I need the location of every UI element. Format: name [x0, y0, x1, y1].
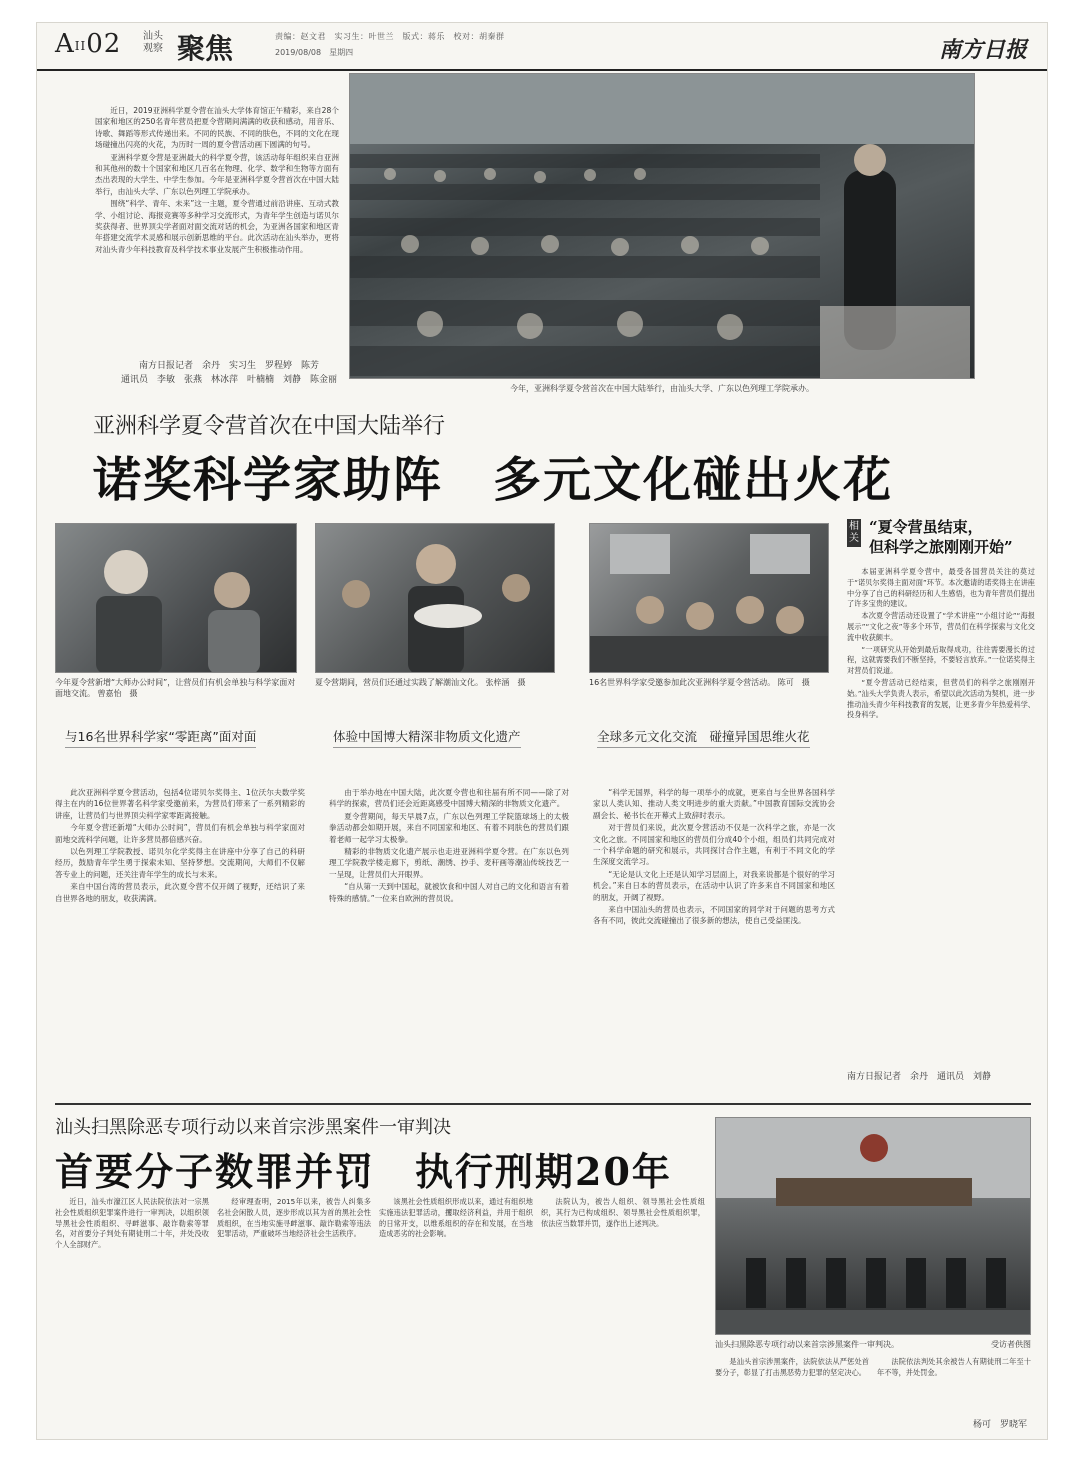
newspaper-page: [36, 22, 1048, 1440]
main-headline: 诺奖科学家助阵 多元文化碰出火花: [93, 452, 894, 508]
second-column-5: 是汕头首宗涉黑案件，法院依法从严惩处首要分子，彰显了打击黑恶势力犯罪的坚定决心。: [715, 1357, 869, 1377]
group-discussion-photo: [589, 523, 829, 673]
photo2-credit: 张梓涵 摄: [485, 678, 526, 687]
second-kicker: 汕头扫黑除恶专项行动以来首宗涉黑案件一审判决: [55, 1117, 451, 1138]
sidebar-body: 本届亚洲科学夏令营中，最受各国营员关注的莫过于“诺贝尔奖得主面对面”环节。本次邀请的诺奖得主在讲座中分享了自己的科研经历和人生感悟，也为青年营员们提出了许多宝贵的建议。 本次夏令营活动还设置了“学术讲座”“小组讨论”“海报展示”“文化之夜”等多个环节，营员们在科学探索与文化交流中收获颇丰。 “一项研究从开始到最后取得成功，往往需要漫长的过程，这就需要我们不断坚持，不要轻言放弃。”一位诺奖得主对营员们说道。 “夏令营活动已经结束，但营员们的科学之旅刚刚开始。”汕头大学负责人表示，希望以此次活动为契机，进一步推动汕头青少年科技教育的发展，让更多青少年热爱科学、投身科学。: [847, 567, 1035, 720]
sidebar-byline: 南方日报记者 余丹 通讯员 刘静: [847, 1072, 992, 1082]
courtroom-caption: 汕头扫黑除恶专项行动以来首宗涉黑案件一审判决。: [715, 1340, 899, 1349]
scientist-talk-photo: [55, 523, 297, 673]
photo1-credit: 曾嘉怡 摄: [97, 689, 138, 698]
lecture-hall-photo: [349, 73, 975, 379]
second-column-6: 法院依法判处其余被告人有期徒刑二年至十年不等，并处罚金。: [877, 1357, 1031, 1377]
photo3-caption: 16名世界科学家受邀参加此次亚洲科学夏令营活动。 陈可 摄: [589, 678, 810, 687]
intro-byline: 南方日报记者 余丹 实习生 罗程婷 陈芳 通讯员 李敏 张燕 林冰萍 叶楠楠 刘静 陈金丽: [120, 361, 337, 385]
subhead-scientists: 与16名世界科学家“零距离”面对面: [65, 727, 256, 748]
photo2-caption: 夏令营期间，营员们还通过实践了解潮汕文化。 张梓涵 摄: [315, 678, 526, 687]
subhead-heritage: 体验中国博大精深非物质文化遗产: [333, 727, 521, 748]
section-title: 聚焦: [177, 32, 234, 65]
scientist-talk-illustration: [56, 524, 297, 673]
second-headline: 首要分子数罪并罚 执行刑期20年: [55, 1149, 672, 1194]
section-divider: [55, 1103, 1031, 1105]
culture-experience-illustration: [316, 524, 555, 673]
article-column-2: 由于举办地在中国大陆，此次夏令营也和往届有所不同——除了对科学的探索，营员们还会近距离感受中国博大精深的非物质文化遗产。 夏令营期间，每天早晨7点，广东以色列理工学院篮球场上的太极拳活动都会如期开展，来自不同国家和地区、有着不同肤色的营员们跟着老师一起学习太极拳。 精彩的非物质文化遗产展示也走进亚洲科学夏令营。在广东以色列理工学院教学楼走廊下，剪纸、潮绣、抄手、麦秆画等潮汕传统技艺一一呈现，让营员们大开眼界。 “自从第一天到中国起，就被饮食和中国人对自己的文化和语言有着特殊的感情。”一位来自欧洲的营员说。: [329, 788, 569, 903]
main-kicker: 亚洲科学夏令营首次在中国大陆举行: [93, 414, 446, 439]
article-column-3: “科学无国界，科学的每一项举小的成就，更来自与全世界各国科学家以人类认知、推动人类文明进步的重大贡献。”中国教育国际交流协会副会长、秘书长在开幕式上致辞时表示。 对于营员们来说，此次夏令营活动不仅是一次科学之旅，亦是一次文化之旅。不同国家和地区的营员们分成40个小组，组员们共同完成对一个科学命题的研究和展示，共同探讨合作主题，有利于不同文化的学生深度交流学习。 “无论是认文化上还是认知学习层面上，对我来说都是个很好的学习机会。”来自日本的营员表示，在活动中认识了许多来自不同国家和地区的朋友，开阔了视野。 来自中国汕头的营员也表示，不同国家的同学对于问题的思考方式各有不同，彼此交流碰撞出了很多新的想法，使自己受益匪浅。: [593, 788, 835, 926]
courtroom-photo: [715, 1117, 1031, 1335]
page-number: AII02: [55, 29, 122, 59]
section-small-label: 汕头观察: [143, 31, 163, 54]
related-sidebar: [847, 517, 1035, 1095]
courtroom-illustration: [716, 1118, 1031, 1335]
intro-text: 近日，2019亚洲科学夏令营在汕头大学体育馆正午精彩，来自28个国家和地区的250名青年营员把夏令营期间满满的收获和感动，用音乐、诗歌、舞蹈等形式传递出来。不同的民族、不同的肤色，不同的文化在现场碰撞出闪亮的火花，为历时一周的夏令营活动画下圆满的句号。 亚洲科学夏令营是亚洲最大的科学夏令营，该活动每年组织来自亚洲和其他州的数十个国家和地区几百名在物理、化学、数学和生物等方面有杰出表现的大学生、中学生参加。今年是亚洲科学夏令营首次在中国大陆举行，由汕头大学、广东以色列理工学院承办。 围绕“科学、青年、未来”这一主题，夏令营通过前沿讲座、互动式教学、小组讨论、海报竞赛等多种学习交流形式，为青年学生创造与诺贝尔奖获得者、世界顶尖学者面对面交流对话的机会，为亚洲各国家和地区青年搭建交流学术灵感和展示创新思维的平台。此次活动在汕头举办，更将对汕头青少年科技教育及科学技术事业发展产生积极推动作用。: [95, 106, 339, 254]
newspaper-logo: 南方日报: [938, 37, 1027, 63]
culture-experience-photo: [315, 523, 555, 673]
editor-credits: 责编：赵文君 实习生：叶世兰 版式：蒋乐 校对：胡秦群: [275, 32, 505, 41]
masthead: [37, 23, 1048, 71]
publication-date: 2019/08/08 星期四: [275, 48, 354, 57]
group-discussion-illustration: [590, 524, 829, 673]
top-photo-caption: 今年，亚洲科学夏令营首次在中国大陆举行，由汕头大学、广东以色列理工学院承办。: [510, 384, 814, 393]
subhead-culture: 全球多元文化交流 碰撞异国思维火花: [597, 727, 810, 748]
article-column-1: 此次亚洲科学夏令营活动，包括4位诺贝尔奖得主、1位沃尔夫数学奖得主在内的16位世界著名科学家受邀前来，为营员们带来了一系列精彩的讲座，让营员们与世界顶尖科学家零距离接触。 今年夏令营还新增“大师办公时间”，营员们有机会单独与科学家面对面地交流科学问题，让许多营员都倍感兴奋。 以色列理工学院教授、诺贝尔化学奖得主在讲座中分享了自己的科研经历，鼓励青年学生勇于探索未知、坚持梦想。交流期间，大师们不仅解答专业上的问题，还关注青年学生的成长与未来。 来自中国台湾的营员表示，此次夏令营不仅开阔了视野，还结识了来自世界各地的朋友，收获满满。: [55, 788, 305, 903]
second-column-2: 经审理查明，2015年以来，被告人纠集多名社会闲散人员，逐步形成以其为首的黑社会性质组织，在当地实施寻衅滋事、敲诈勒索等违法犯罪活动，严重破坏当地经济社会生活秩序。: [217, 1197, 371, 1239]
second-byline: 杨可 罗晓军: [973, 1420, 1028, 1430]
courtroom-credit: 受访者供图: [991, 1340, 1031, 1349]
sidebar-title: “夏令营虽结束， 但科学之旅刚刚开始”: [869, 518, 1013, 556]
second-column-4: 法院认为，被告人组织、领导黑社会性质组织，其行为已构成组织、领导黑社会性质组织罪，依法应当数罪并罚，遂作出上述判决。: [541, 1197, 705, 1228]
second-column-1: 近日，汕头市濠江区人民法院依法对一宗黑社会性质组织犯罪案件进行一审判决，以组织领导黑社会性质组织、寻衅滋事、敲诈勒索等罪名，对首要分子判处有期徒刑二十年，并处没收个人全部财产。: [55, 1197, 209, 1250]
lecture-hall-illustration: [350, 74, 975, 379]
photo1-caption: 今年夏令营新增“大师办公时间”，让营员们有机会单独与科学家面对面地交流。 曾嘉怡 摄: [55, 678, 296, 698]
photo3-credit: 陈可 摄: [777, 678, 810, 687]
second-column-3: 该黑社会性质组织形成以来，通过有组织地实施违法犯罪活动，攫取经济利益，并用于组织的日常开支，以维系组织的存在和发展，在当地造成恶劣的社会影响。: [379, 1197, 533, 1239]
related-tag: 相关: [847, 519, 861, 547]
